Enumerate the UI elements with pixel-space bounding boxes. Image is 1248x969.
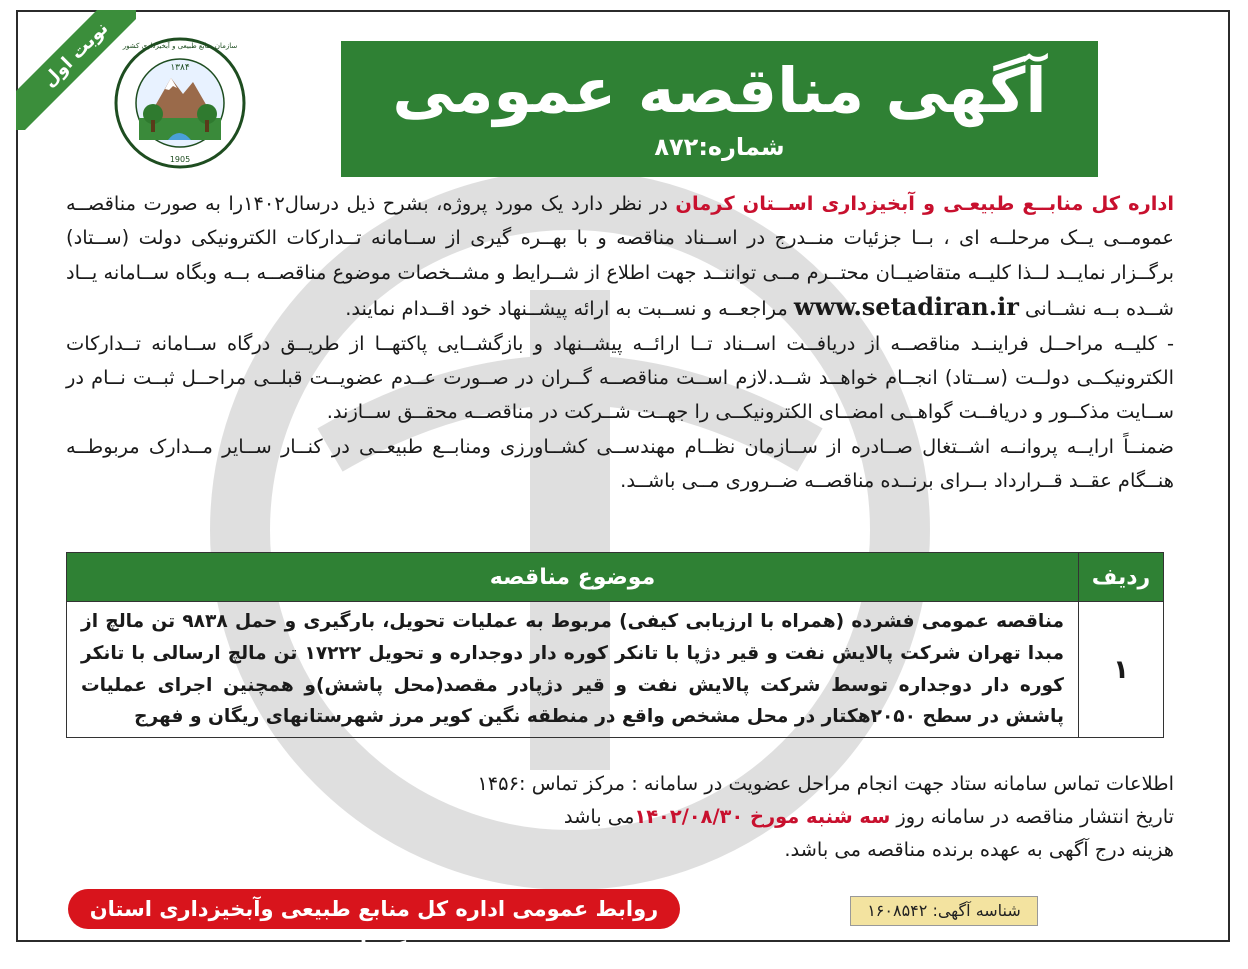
organization-name: اداره کل منابــع طبیعـی و آبخیزداری اســتان کرمان [675,192,1174,215]
tender-table [66,552,1164,738]
intro-text: در نظر دارد یک مورد پروژه، بشرح ذیل درسال۱۴۰۲را به صورت مناقصــه عمومــی یــک مرحلــه ای ، بــا جزئیات منــدرج در اســناد مناقصه و با بهــره گیری از ســامانه تــدارکات الکترونیکی دولت (ســتاد) برگــزار نمایــد لــذا کلیــه متقاضیــان محتــرم مــی تواننــد جهت اطلاع از شــرایط و مشــخصات موضوع مناقصــه بــه وبگاه ســامانه یــاد شــده بــه نشــانی [66,192,1174,321]
publish-text-end: می باشد [563,805,635,828]
paragraph-process: - کلیــه مراحــل فراینــد مناقصــه از دریافــت اســناد تــا ارائــه پیشــنهاد و بازگشــایی پاکتهــا از طریــق درگاه ســامانه تــدارکات الکترونیکــی دولــت (ســتاد) انجــام خواهــد شــد.لازم اســت مناقصــه گــران در صــورت عــدم عضویــت قبلــی مراحــل ثبــت نــام در ســایت مذکــور و دریافــت گواهــی امضــای الکترونیکــی را جهــت شــرکت در مناقصــه محقــق ســازند. [66,331,1174,424]
logo-arc-text: سازمان منابع طبیعی و آبخیزداری کشور [122,42,238,50]
column-header-subject: موضوع مناقصه [67,553,1079,602]
tender-number: شماره:۸۷۲ [654,133,785,161]
ad-id-badge: شناسه آگهی: ۱۶۰۸۵۴۲ [850,896,1038,926]
issue-badge-label: نوبت اول [16,10,136,130]
paragraph-license: ضمنــاً ارایــه پروانــه اشــتغال صــادره از ســازمان نظــام مهندســی کشــاورزی ومنابــع طبیعــی در کنــار ســایر مــدارک مربوطــه هنــگام عقــد قــرارداد بــرای برنــده مناقصــه ضــروری مــی باشــد. [66,434,1174,493]
cost-info: هزینه درج آگهی به عهده برنده مناقصه می باشد. [784,838,1174,861]
mountain-forest-emblem-icon [113,28,247,178]
publish-text: تاریخ انتشار مناقصه در سامانه روز [890,805,1174,828]
table-row [67,602,1164,738]
paragraph-intro [66,187,1174,327]
footer-info [66,767,1174,866]
row-index: ۱ [1079,602,1164,738]
publish-date: سه شنبه مورخ ۱۴۰۲/۰۸/۳۰ [634,805,891,828]
table-header-row [67,553,1164,602]
intro-text-end: مراجعــه و نســبت به ارائه پیشــنهاد خود اقــدام نمایند. [345,297,794,321]
publish-info [66,800,1174,833]
announcement-body [66,187,1174,499]
setadiran-link[interactable]: www.setadiran.ir [793,292,1019,322]
title-banner [341,41,1098,177]
logo-year-top: ۱۳۸۴ [170,63,190,73]
contact-info: اطلاعات تماس سامانه ستاد جهت انجام مراحل عضویت در سامانه : مرکز تماس :۱۴۵۶ [477,772,1174,795]
logo-year-bottom: 1905 [169,155,191,164]
column-header-row: ردیف [1079,553,1164,602]
page-title: آگهی مناقصه عمومی [392,54,1047,127]
signature-bar: روابط عمومی اداره کل منابع طبیعی وآبخیزداری استان کرمان [68,889,680,929]
row-subject: مناقصه عمومی فشرده (همراه با ارزیابی کیفی) مربوط به عملیات تحویل، بارگیری و حمل ۹۸۳۸ تن مالچ از مبدا تهران شرکت پالایش نفت و قیر دژپا با تانکر کوره دار دوجداره و تحویل ۱۷۲۲۲ تن مالچ ارسالی با تانکر کوره دار دوجداره توسط شرکت پالایش نفت و قیر دژپادر مقصد(محل پاشش)و همچنین اجرای عملیات پاشش در سطح ۲۰۵۰هکتار در محل مشخص واقع در منطقه نگین کویر مرز شهرستانهای ریگان و فهرج [67,602,1079,738]
